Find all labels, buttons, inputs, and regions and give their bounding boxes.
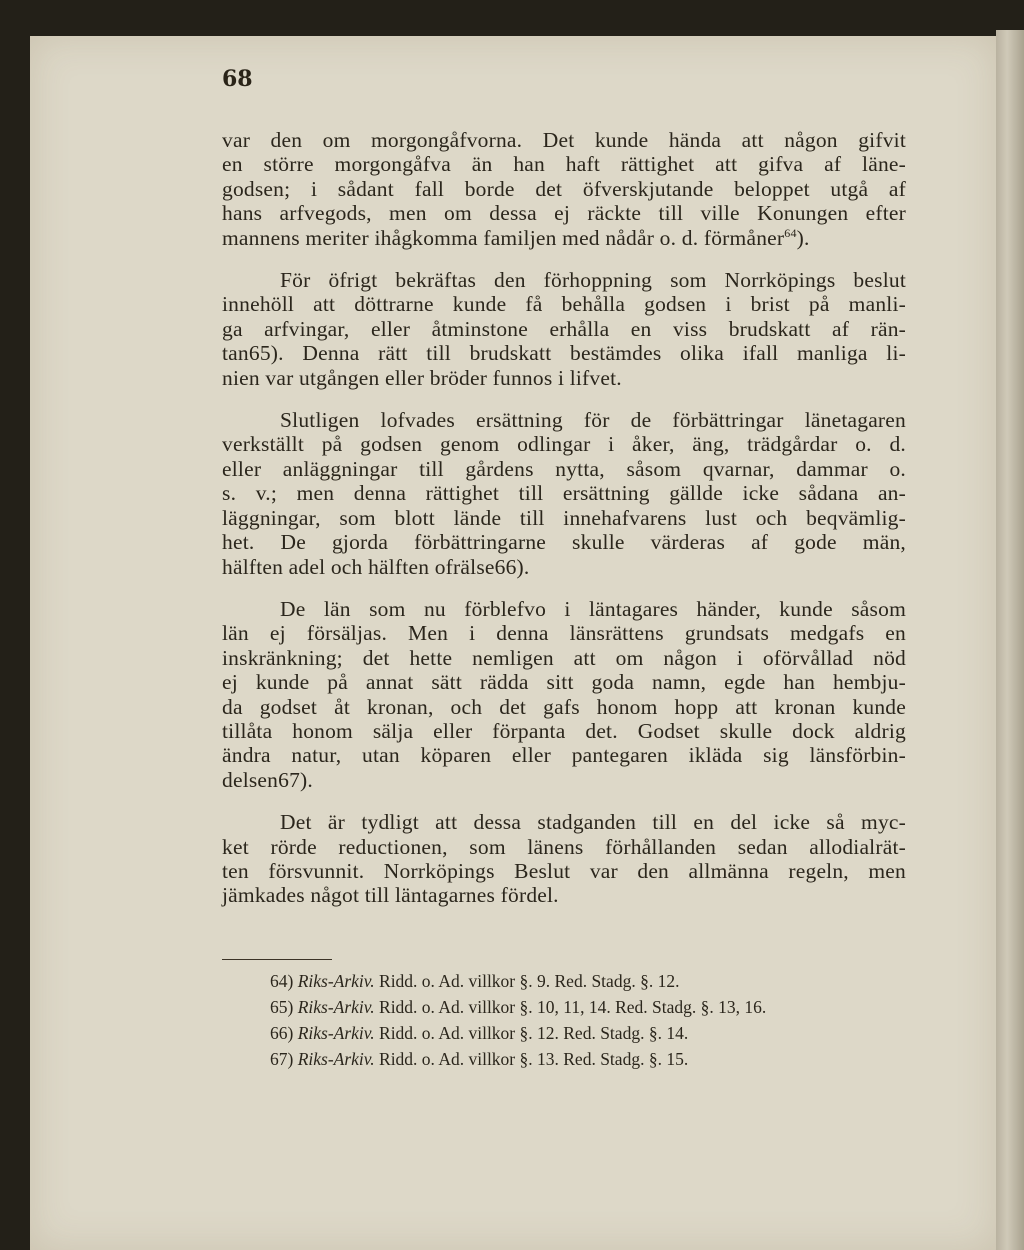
footnote-text: Ridd. o. Ad. villkor §. 9. Red. Stadg. §. 12. [379,971,680,991]
footnote-text: Ridd. o. Ad. villkor §. 13. Red. Stadg. §. 15. [379,1049,689,1069]
text-line: ej kunde på annat sätt rädda sitt goda namn, egde han hembju- [222,670,906,695]
footnote-source: Riks-Arkiv. [297,1049,375,1069]
text-line: var den om morgongåfvorna. Det kunde hända att någon gifvit [222,128,906,152]
text-line: innehöll att döttrarne kunde få behålla godsen i brist på manli- [222,292,906,317]
page-number: 68 [222,66,253,92]
text-line: delsen67). [222,767,313,792]
text-line-tail: ). [796,225,810,250]
text-line [222,226,906,250]
paragraph-2 [222,268,906,390]
footnotes [270,968,910,1072]
text-line: inskränkning; det hette nemligen att om någon i oförvållad nöd [222,645,906,670]
text-line: Slutligen lofvades ersättning för de förbättringar länetagaren [280,408,906,433]
text-line: ten försvunnit. Norrköpings Beslut var den allmänna regeln, men [222,858,906,883]
text-line: hälften adel och hälften ofrälse66). [222,554,530,579]
footnote-text: Ridd. o. Ad. villkor §. 12. Red. Stadg. §. 14. [379,1023,689,1043]
footnote-source: Riks-Arkiv. [297,997,375,1017]
footnote-source: Riks-Arkiv. [297,971,375,991]
text-line: Det är tydligt att dessa stadganden till en del icke så myc- [280,810,906,835]
footnote-number: 67) [270,1049,294,1069]
text-line: ket rörde reductionen, som länens förhållanden sedan allodialrät- [222,834,906,859]
text-line: De län som nu förblefvo i läntagares händer, kunde såsom [280,596,906,621]
footnote-number: 65) [270,997,294,1017]
text-line: eller anläggningar till gårdens nytta, såsom qvarnar, dammar o. [222,456,906,481]
text-line: ändra natur, utan köparen eller pantegaren ikläda sig länsförbin- [222,743,906,768]
paragraph-4 [222,597,906,792]
text-line: s. v.; men denna rättighet till ersättning gällde icke sådana an- [222,481,906,506]
footnote-ref: 64 [784,225,797,240]
footnote [270,994,910,1020]
footnote-number: 66) [270,1023,294,1043]
text-line: läggningar, som blott lände till innehafvarens lust och beqvämlig- [222,505,906,530]
text-line: tillåta honom sälja eller förpanta det. Godset skulle dock aldrig [222,718,906,743]
text-line: verkställt på godsen genom odlingar i åker, äng, trädgårdar o. d. [222,432,906,457]
text-line: het. De gjorda förbättringarne skulle värderas af gode män, [222,530,906,555]
footnote [270,1046,910,1072]
paragraph-3 [222,408,906,579]
text-line: län ej försäljas. Men i denna länsrättens grundsats medgafs en [222,621,906,646]
text-line: da godset åt kronan, och det gafs honom hopp att kronan kunde [222,694,906,719]
footnote-divider [222,959,332,960]
footnote [270,1020,910,1046]
text-line-content: mannens meriter ihågkomma familjen med nådår o. d. förmåner [222,225,785,250]
footnote-number: 64) [270,971,294,991]
text-line: tan65). Denna rätt till brudskatt bestämdes olika ifall manliga li- [222,341,906,366]
text-line: För öfrigt bekräftas den förhoppning som Norrköpings beslut [280,268,906,293]
text-line: en större morgongåfva än han haft rättighet att gifva af läne- [222,152,906,177]
text-line: ga arfvingar, eller åtminstone erhålla en viss brudskatt af rän- [222,316,906,341]
paragraph-1 [222,128,906,250]
text-line: hans arfvegods, men om dessa ej räckte till ville Konungen efter [222,201,906,226]
footnote-source: Riks-Arkiv. [297,1023,375,1043]
text-line: jämkades något till läntagarnes fördel. [222,883,559,908]
body-text [222,128,906,926]
footnote [270,968,910,994]
text-line: nien var utgången eller bröder funnos i lifvet. [222,365,622,390]
paragraph-5 [222,810,906,908]
text-line: godsen; i sådant fall borde det öfverskjutande beloppet utgå af [222,176,906,201]
adjacent-page-edge [996,30,1024,1250]
footnote-text: Ridd. o. Ad. villkor §. 10, 11, 14. Red. Stadg. §. 13, 16. [379,997,767,1017]
